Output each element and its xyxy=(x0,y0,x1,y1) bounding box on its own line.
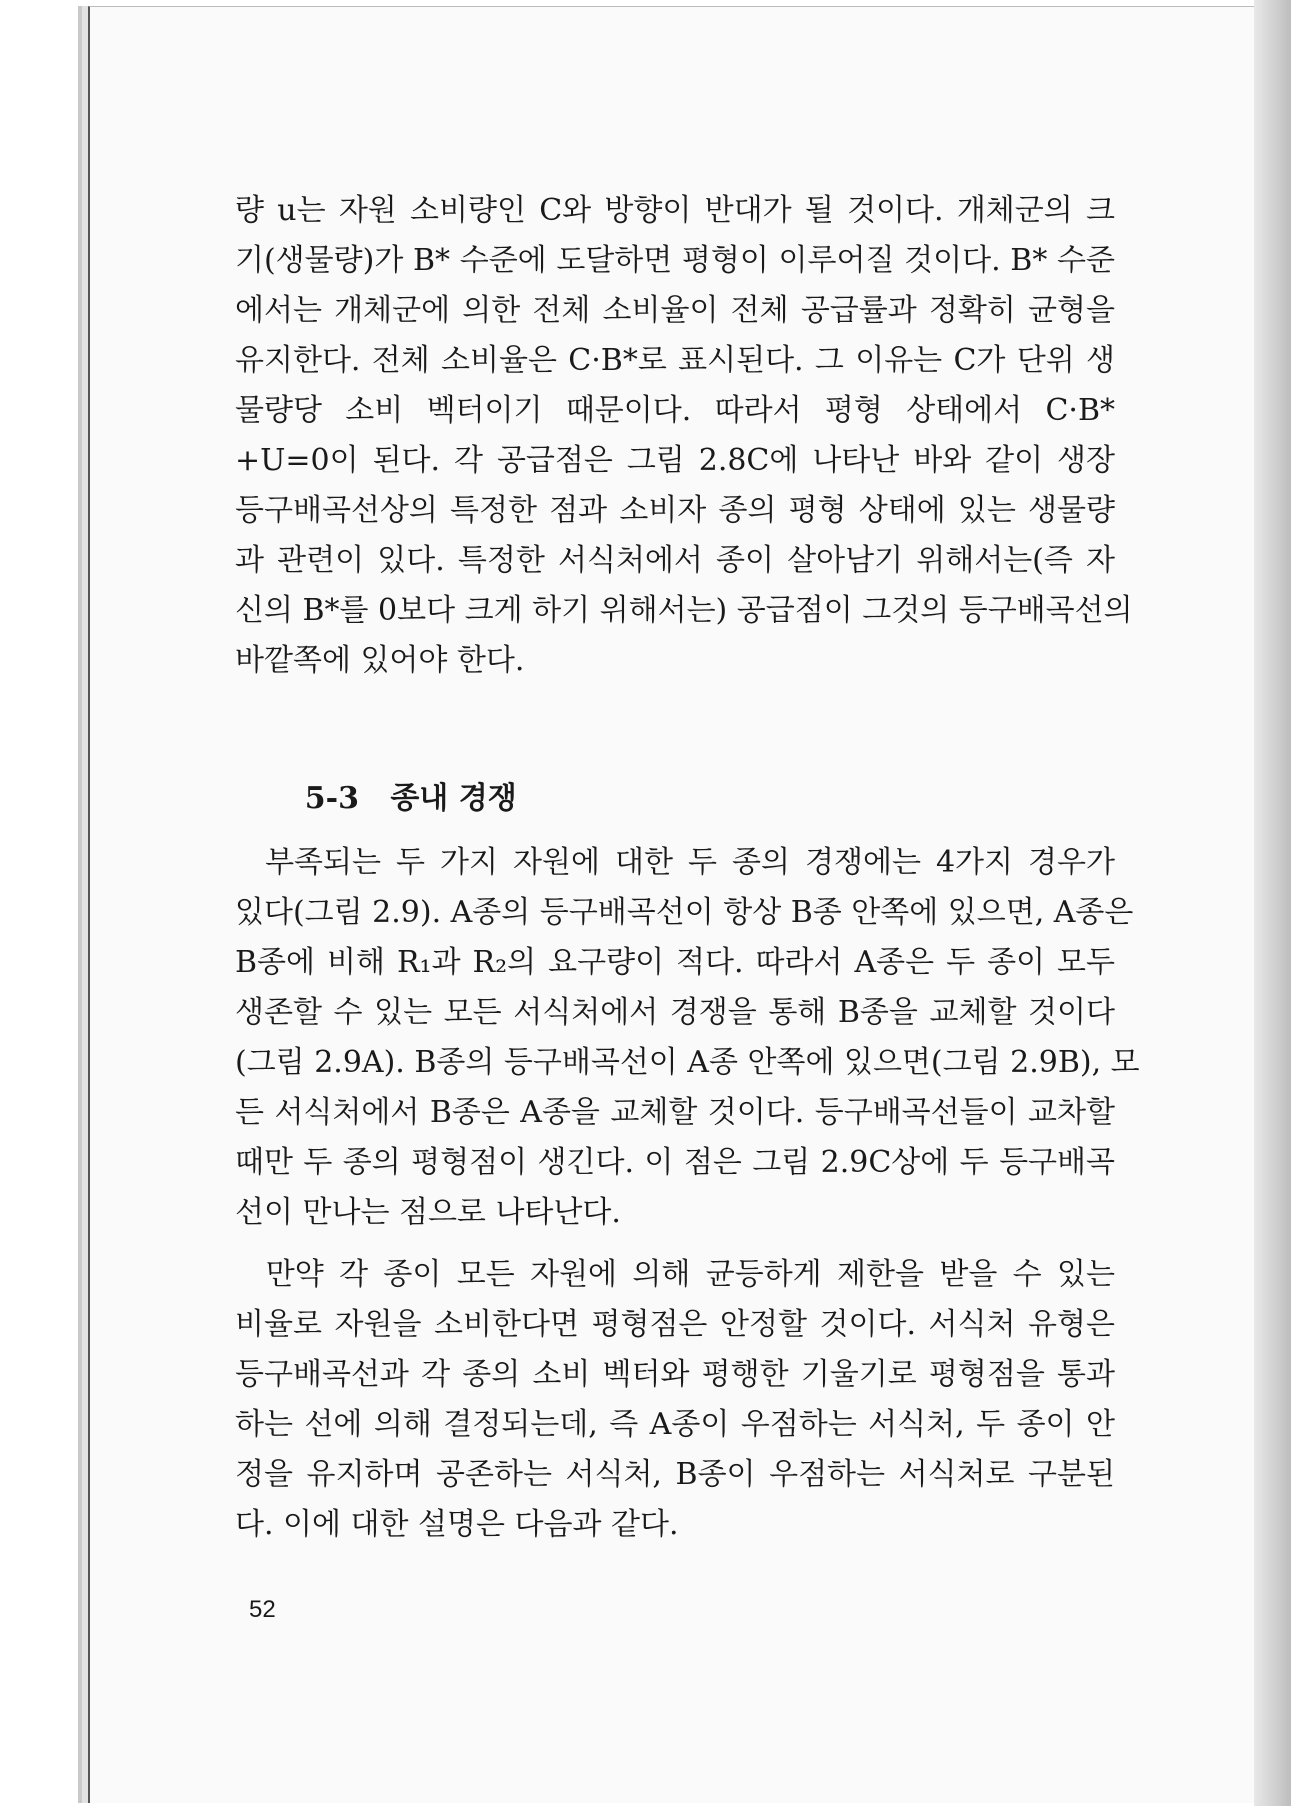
text-line: 기(생물량)가 B* 수준에 도달하면 평형이 이루어질 것이다. B* 수준 xyxy=(235,243,1115,278)
text-line: 하는 선에 의해 결정되는데, 즉 A종이 우점하는 서식처, 두 종이 안 xyxy=(235,1407,1115,1442)
text-line: B종에 비해 R₁과 R₂의 요구량이 적다. 따라서 A종은 두 종이 모두 xyxy=(235,945,1115,980)
page-edge-shadow xyxy=(1254,0,1291,1806)
paragraph-3 xyxy=(235,1250,1115,1550)
paragraph-2 xyxy=(235,838,1140,1238)
text-line: 등구배곡선상의 특정한 점과 소비자 종의 평형 상태에 있는 생물량 xyxy=(235,493,1115,528)
text-line: 신의 B*를 0보다 크게 하기 위해서는) 공급점이 그것의 등구배곡선의 xyxy=(235,593,1133,628)
text-line: 등구배곡선과 각 종의 소비 벡터와 평행한 기울기로 평형점을 통과 xyxy=(235,1357,1115,1392)
text-line: 선이 만나는 점으로 나타난다. xyxy=(235,1195,621,1230)
page-number: 52 xyxy=(249,1596,276,1623)
text-line: 과 관련이 있다. 특정한 서식처에서 종이 살아남기 위해서는(즉 자 xyxy=(235,543,1115,578)
text-line: 유지한다. 전체 소비율은 C·B*로 표시된다. 그 이유는 C가 단위 생 xyxy=(235,343,1115,378)
text-line: +U=0이 된다. 각 공급점은 그림 2.8C에 나타난 바와 같이 생장 xyxy=(235,443,1115,478)
text-line: 비율로 자원을 소비한다면 평형점은 안정할 것이다. 서식처 유형은 xyxy=(235,1307,1115,1342)
text-line: 있다(그림 2.9). A종의 등구배곡선이 항상 B종 안쪽에 있으면, A종은 xyxy=(235,895,1134,930)
text-line: 든 서식처에서 B종은 A종을 교체할 것이다. 등구배곡선들이 교차할 xyxy=(235,1095,1115,1130)
text-line: 바깥쪽에 있어야 한다. xyxy=(235,643,525,678)
section-title: 종내 경쟁 xyxy=(390,781,517,816)
text-line: (그림 2.9A). B종의 등구배곡선이 A종 안쪽에 있으면(그림 2.9B), 모 xyxy=(235,1045,1140,1080)
text-line: 때만 두 종의 평형점이 생긴다. 이 점은 그림 2.9C상에 두 등구배곡 xyxy=(235,1145,1115,1180)
paragraph-1 xyxy=(235,186,1133,686)
text-line: 정을 유지하며 공존하는 서식처, B종이 우점하는 서식처로 구분된 xyxy=(235,1457,1115,1492)
text-line: 생존할 수 있는 모든 서식처에서 경쟁을 통해 B종을 교체할 것이다 xyxy=(235,995,1115,1030)
text-line: 다. 이에 대한 설명은 다음과 같다. xyxy=(235,1507,679,1542)
text-line: 량 u는 자원 소비량인 C와 방향이 반대가 될 것이다. 개체군의 크 xyxy=(235,193,1115,228)
text-line: 만약 각 종이 모든 자원에 의해 균등하게 제한을 받을 수 있는 xyxy=(235,1257,1115,1292)
section-heading xyxy=(263,738,517,852)
text-line: 부족되는 두 가지 자원에 대한 두 종의 경쟁에는 4가지 경우가 xyxy=(235,845,1115,880)
text-line: 에서는 개체군에 의한 전체 소비율이 전체 공급률과 정확히 균형을 xyxy=(235,293,1115,328)
section-number: 5-3 xyxy=(304,781,359,816)
text-line: 물량당 소비 벡터이기 때문이다. 따라서 평형 상태에서 C·B* xyxy=(235,393,1115,428)
